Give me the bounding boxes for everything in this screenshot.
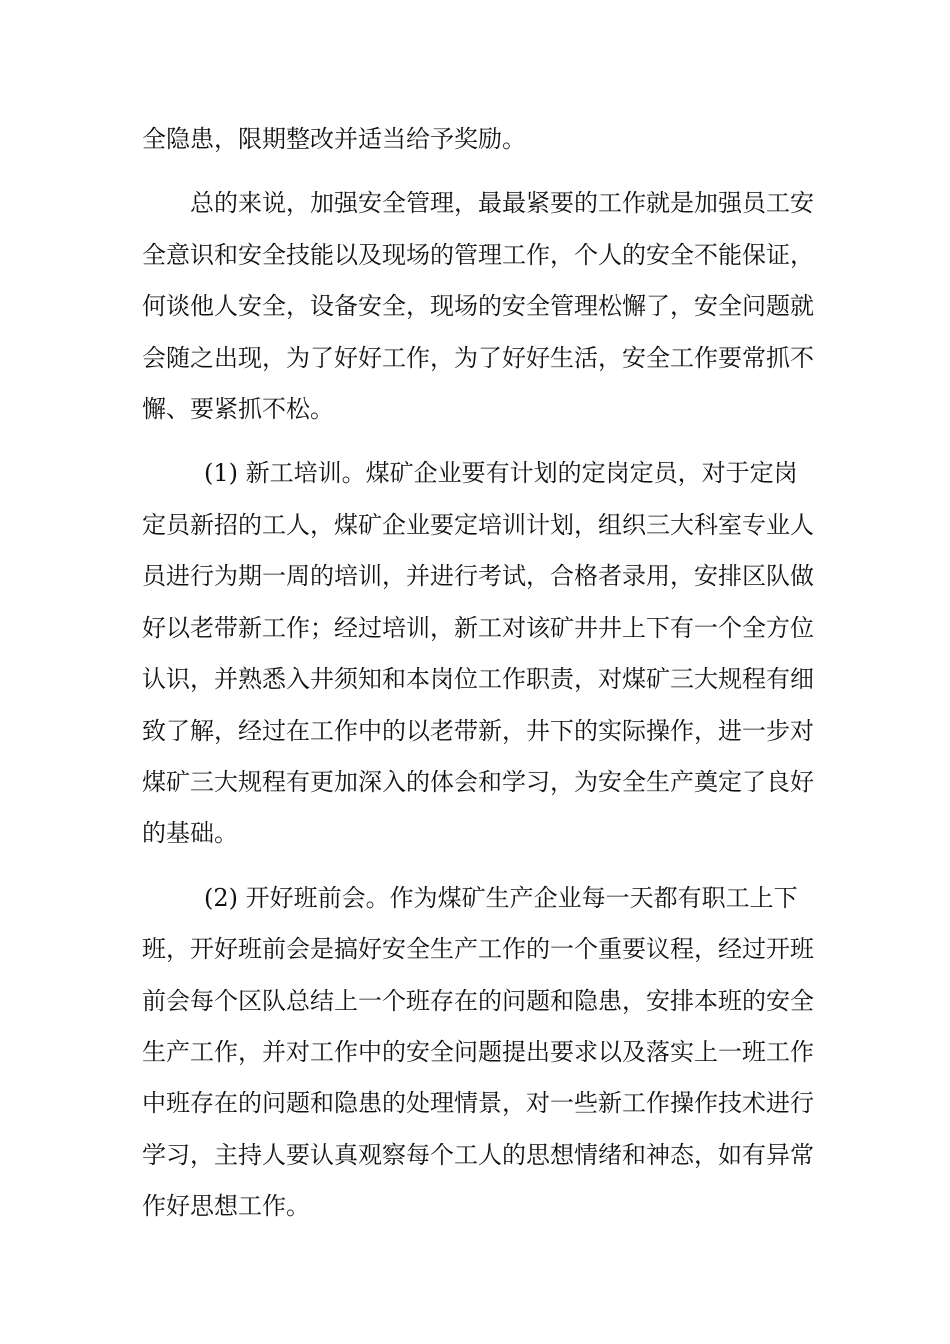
paragraph-1-line-3: 何谈他人安全，设备安全，现场的安全管理松懈了，安全问题就 — [142, 292, 814, 320]
paragraph-2-line-7: 煤矿三大规程有更加深入的体会和学习，为安全生产奠定了良好 — [142, 768, 814, 796]
paragraph-1-line-5: 懈、要紧抓不松。 — [142, 395, 334, 423]
paragraph-3-line-2: 班，开好班前会是搞好安全生产工作的一个重要议程，经过开班 — [142, 935, 814, 963]
paragraph-3-line-1: (2) 开好班前会。作为煤矿生产企业每一天都有职工上下 — [204, 884, 798, 912]
paragraph-2-line-4: 好以老带新工作；经过培训，新工对该矿井井上下有一个全方位 — [142, 614, 814, 642]
paragraph-1-line-4: 会随之出现，为了好好工作，为了好好生活，安全工作要常抓不 — [142, 344, 814, 372]
paragraph-1-line-1: 总的来说，加强安全管理，最最紧要的工作就是加强员工安 — [190, 189, 814, 217]
paragraph-2-line-2: 定员新招的工人，煤矿企业要定培训计划，组织三大科室专业人 — [142, 511, 814, 539]
paragraph-3-line-4: 生产工作，并对工作中的安全问题提出要求以及落实上一班工作 — [142, 1038, 814, 1066]
paragraph-2-line-1: (1) 新工培训。煤矿企业要有计划的定岗定员，对于定岗 — [204, 459, 798, 487]
paragraph-2-line-8: 的基础。 — [142, 819, 238, 847]
paragraph-3-line-7: 作好思想工作。 — [142, 1192, 310, 1220]
paragraph-1-line-2: 全意识和安全技能以及现场的管理工作，个人的安全不能保证， — [142, 241, 814, 269]
paragraph-2-line-5: 认识，并熟悉入井须知和本岗位工作职责，对煤矿三大规程有细 — [142, 665, 814, 693]
paragraph-3-line-5: 中班存在的问题和隐患的处理情景，对一些新工作操作技术进行 — [142, 1089, 814, 1117]
paragraph-3-line-3: 前会每个区队总结上一个班存在的问题和隐患，安排本班的安全 — [142, 987, 814, 1015]
paragraph-3-line-6: 学习，主持人要认真观察每个工人的思想情绪和神态，如有异常 — [142, 1141, 814, 1169]
paragraph-0-line-1: 全隐患，限期整改并适当给予奖励。 — [142, 125, 526, 153]
paragraph-2-line-6: 致了解，经过在工作中的以老带新，井下的实际操作，进一步对 — [142, 717, 814, 745]
paragraph-2-line-3: 员进行为期一周的培训，并进行考试，合格者录用，安排区队做 — [142, 562, 814, 590]
